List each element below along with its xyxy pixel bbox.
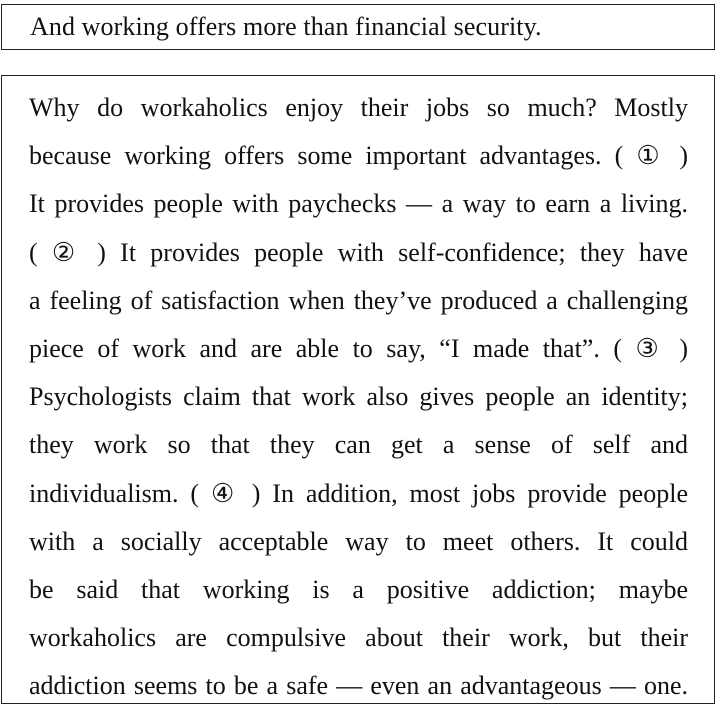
passage-line: It provides people with paychecks — a way to earn a living. (29, 189, 688, 219)
passage-line: workaholics are compulsive about their work, but their (29, 623, 688, 653)
passage-line: because working offers some important advantages. ( ① ) (29, 141, 688, 171)
passage-line: piece of work and are able to say, “I made that”. ( ③ ) (29, 333, 688, 363)
passage-line: addiction seems to be a safe — even an advantageous — one. (29, 671, 688, 701)
passage-line: Psychologists claim that work also gives people an identity; (29, 382, 688, 412)
passage-line: Why do workaholics enjoy their jobs so much? Mostly (29, 93, 688, 122)
passage-line: ( ② ) It provides people with self-confidence; they have (29, 237, 688, 267)
passage-line: they work so that they can get a sense of self and (29, 430, 688, 460)
passage-line: with a socially acceptable way to meet others. It could (29, 526, 688, 556)
passage-line: individualism. ( ④ ) In addition, most jobs provide people (29, 478, 688, 508)
passage-box (1, 75, 715, 704)
passage-line: be said that working is a positive addiction; maybe (29, 574, 688, 604)
passage-line: a feeling of satisfaction when they’ve produced a challenging (29, 285, 688, 315)
given-sentence-box (1, 4, 715, 50)
given-sentence-text: And working offers more than financial security. (30, 12, 542, 41)
